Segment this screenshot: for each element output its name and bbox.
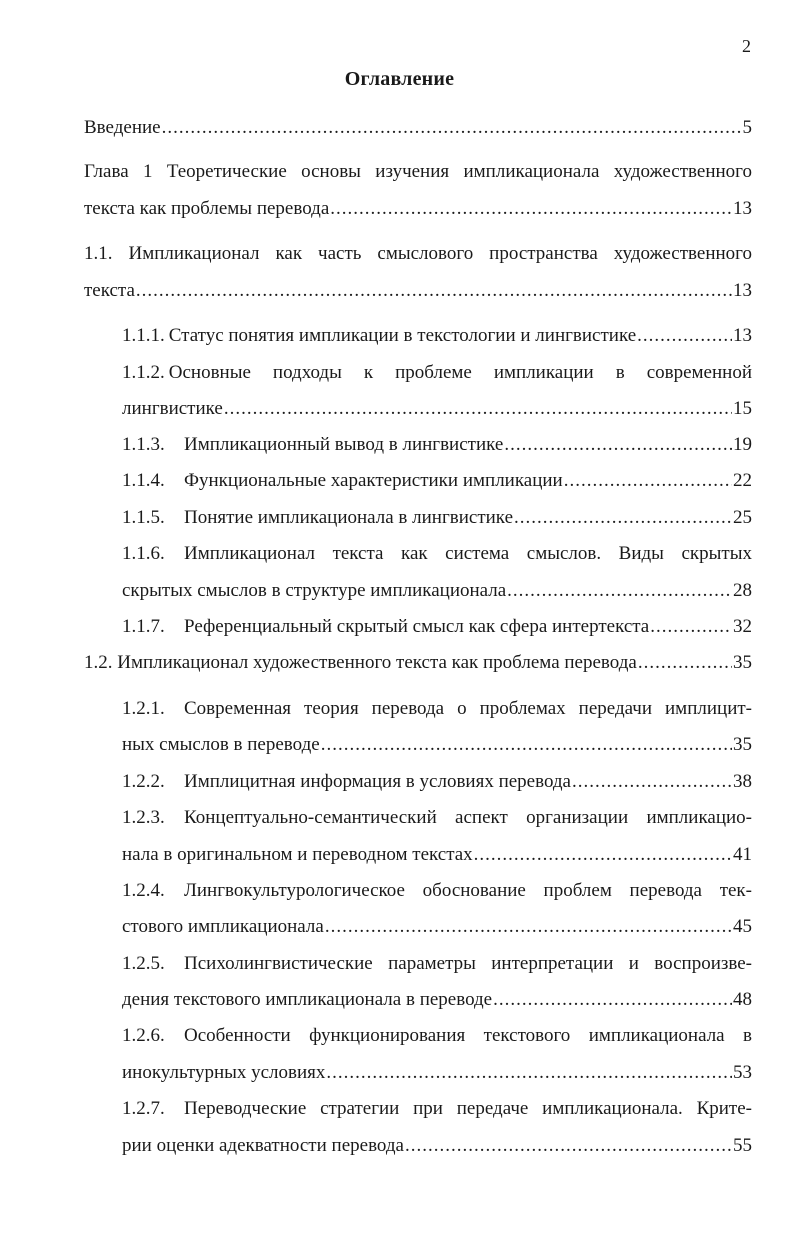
toc-entry-1-1-1[interactable] — [122, 318, 752, 354]
dot-leader — [507, 573, 732, 609]
toc-entry-1-2-5-line1[interactable] — [122, 946, 752, 982]
toc-page-number: 15 — [733, 398, 752, 419]
toc-entry-1-1-2-line1[interactable] — [122, 355, 752, 391]
dot-leader — [325, 909, 732, 945]
dot-leader — [572, 764, 732, 800]
toc-entry-intro[interactable] — [84, 110, 752, 146]
toc-entry-text: Современная теория перевода о проблемах передачи имплицит- — [184, 698, 752, 719]
toc-entry-text: Функциональные характеристики импликации — [184, 470, 563, 491]
dot-leader — [136, 273, 732, 309]
dot-leader — [474, 837, 732, 873]
toc-page-number: 19 — [733, 434, 752, 455]
toc-entry-text: Лингвокультурологическое обоснование проблем перевода тек- — [184, 880, 752, 901]
toc-page-number: 13 — [733, 325, 752, 346]
toc-entry-text: Импликационал текста как система смыслов. Виды скрытых — [184, 543, 752, 564]
toc-entry-1-2[interactable] — [84, 645, 752, 681]
toc-entry-text: Психолингвистические параметры интерпретации и воспроизве- — [184, 953, 752, 974]
toc-entry-number: 1.2.1. — [122, 698, 165, 719]
toc-entry-chapter-1[interactable] — [84, 191, 752, 227]
toc-entry-text: Основные подходы к проблеме импликации в современной — [168, 362, 752, 383]
toc-entry-number: 1.2.5. — [122, 953, 165, 974]
dot-leader — [514, 500, 732, 536]
dot-leader — [321, 727, 732, 763]
toc-entry-1-1-5[interactable] — [122, 500, 752, 536]
toc-entry-number: 1.2.2. — [122, 771, 165, 792]
dot-leader — [224, 391, 732, 427]
toc-page-number: 5 — [742, 117, 752, 138]
toc-entry-text: текста — [84, 280, 135, 301]
dot-leader — [330, 191, 732, 227]
toc-entry-1-2-3-line1[interactable] — [122, 800, 752, 836]
toc-entry-text: Введение — [84, 117, 161, 138]
toc-entry-text: Имплицитная информация в условиях перевода — [184, 771, 571, 792]
toc-entry-text: ных смыслов в переводе — [122, 734, 320, 755]
toc-entry-text: скрытых смыслов в структуре импликационала — [122, 580, 507, 601]
dot-leader — [162, 110, 742, 146]
toc-entry-number: 1.2.3. — [122, 807, 165, 828]
dot-leader — [637, 318, 732, 354]
toc-page-number: 28 — [733, 580, 752, 601]
toc-entry-text: Импликационный вывод в лингвистике — [184, 434, 504, 455]
toc-entry-text: Особенности функционирования текстового импликационала в — [184, 1025, 752, 1046]
toc-page-number: 45 — [733, 916, 752, 937]
toc-entry-number: 1.2.4. — [122, 880, 165, 901]
toc-entry-1-1-2[interactable] — [122, 391, 752, 427]
toc-entry-1-1-3[interactable] — [122, 427, 752, 463]
dot-leader — [638, 645, 732, 681]
toc-page-number: 25 — [733, 507, 752, 528]
toc-entry-1-2-7-line1[interactable] — [122, 1091, 752, 1127]
toc-entry-1-2-4[interactable] — [122, 909, 752, 945]
toc-entry-text: нала в оригинальном и переводном текстах — [122, 844, 473, 865]
toc-entry-number: 1.1.2. — [122, 362, 165, 383]
toc-page-number: 55 — [733, 1135, 752, 1156]
dot-leader — [564, 463, 732, 499]
toc-entry-number: 1.1.5. — [122, 507, 165, 528]
toc-entry-number: 1.1.7. — [122, 616, 165, 637]
toc-entry-1-1-6-line1[interactable] — [122, 536, 752, 572]
toc-entry-text: рии оценки адекватности перевода — [122, 1135, 404, 1156]
toc-entry-number: 1.2.7. — [122, 1098, 165, 1119]
toc-page-number: 13 — [733, 280, 752, 301]
toc-entry-text: Статус понятия импликации в текстологии и лингвистике — [168, 325, 637, 346]
toc-entry-1-1[interactable] — [84, 273, 752, 309]
toc-entry-1-1-4[interactable] — [122, 463, 752, 499]
toc-entry-1-2-6[interactable] — [122, 1055, 752, 1091]
toc-entry-chapter-1-line1[interactable]: Глава 1 Теоретические основы изучения импликационала художественного — [84, 161, 752, 182]
toc-page-number: 48 — [733, 989, 752, 1010]
toc-entry-number: 1.2.6. — [122, 1025, 165, 1046]
dot-leader — [493, 982, 732, 1018]
toc-entry-1-1-7[interactable] — [122, 609, 752, 645]
toc-entry-text: Референциальный скрытый смысл как сфера интертекста — [184, 616, 650, 637]
toc-page-number: 38 — [733, 771, 752, 792]
toc-page-number: 35 — [733, 652, 752, 673]
toc-entry-text: дения текстового импликационала в переводе — [122, 989, 493, 1010]
toc-entry-number: 1.1.4. — [122, 470, 165, 491]
toc-entry-text: инокультурных условиях — [122, 1062, 326, 1083]
dot-leader — [504, 427, 732, 463]
dot-leader — [650, 609, 732, 645]
toc-entry-1-1-6[interactable] — [122, 573, 752, 609]
toc-entry-1-2-7[interactable] — [122, 1128, 752, 1164]
toc-entry-1-2-3[interactable] — [122, 837, 752, 873]
toc-page-number: 22 — [733, 470, 752, 491]
toc-entry-text: 1.2. Импликационал художественного текста как проблема перевода — [84, 652, 637, 673]
toc-page-number: 35 — [733, 734, 752, 755]
toc-page-number: 32 — [733, 616, 752, 637]
toc-entry-text: Понятие импликационала в лингвистике — [184, 507, 514, 528]
toc-entry-number: 1.1.6. — [122, 543, 165, 564]
toc-entry-text: Концептуально-семантический аспект организации импликацио- — [184, 807, 752, 828]
toc-entry-number: 1.1.3. — [122, 434, 165, 455]
dot-leader — [405, 1128, 732, 1164]
dot-leader — [326, 1055, 732, 1091]
toc-entry-1-2-1[interactable] — [122, 727, 752, 763]
toc-page-number: 13 — [733, 198, 752, 219]
toc-entry-text: текста как проблемы перевода — [84, 198, 330, 219]
toc-entry-1-2-6-line1[interactable] — [122, 1018, 752, 1054]
toc-entry-1-2-5[interactable] — [122, 982, 752, 1018]
toc-title: Оглавление — [344, 68, 455, 90]
toc-page-number: 53 — [733, 1062, 752, 1083]
page-number: 2 — [742, 36, 751, 56]
toc-page-number: 41 — [733, 844, 752, 865]
toc-entry-1-1-line1[interactable]: 1.1. Импликационал как часть смыслового пространства художественного — [84, 243, 752, 264]
toc-entry-1-2-1-line1[interactable] — [122, 691, 752, 727]
toc-entry-1-2-4-line1[interactable] — [122, 873, 752, 909]
toc-entry-number: 1.1.1. — [122, 325, 165, 346]
toc-entry-text: лингвистике — [122, 398, 223, 419]
toc-entry-text: стового импликационала — [122, 916, 324, 937]
toc-entry-1-2-2[interactable] — [122, 764, 752, 800]
toc-entry-text: Переводческие стратегии при передаче импликационала. Крите- — [184, 1098, 752, 1119]
